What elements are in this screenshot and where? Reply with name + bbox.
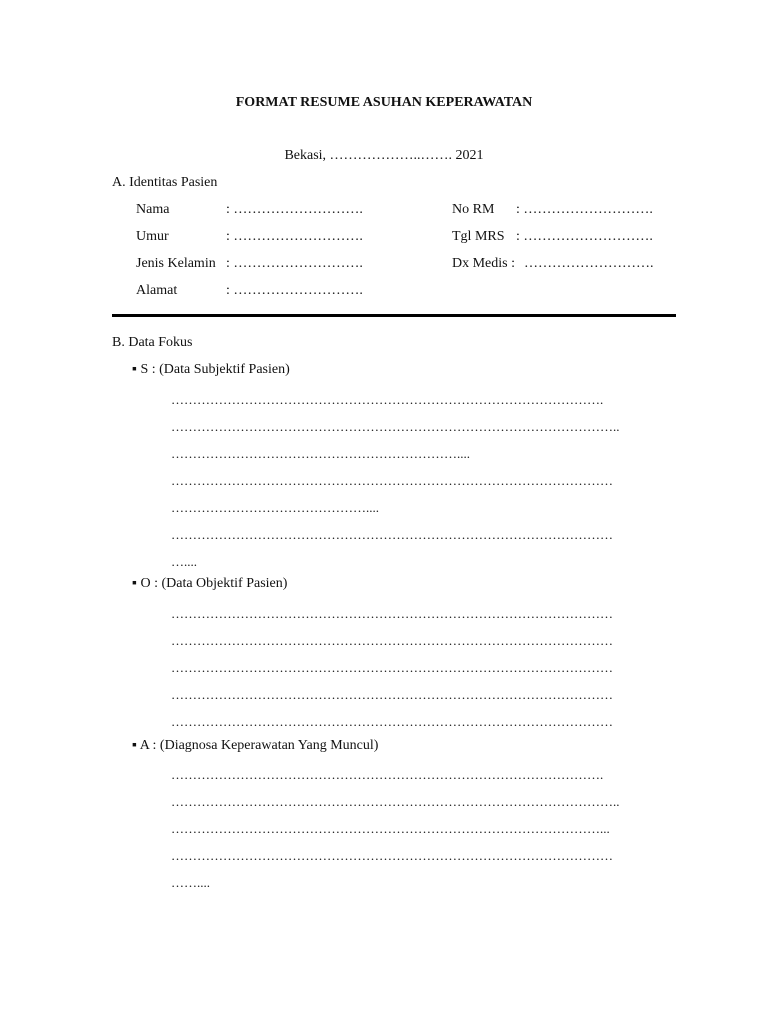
assessment-line: ………………………………………………………………………………………… — [171, 848, 613, 863]
objective-label: ▪ O : (Data Objektif Pasien) — [132, 576, 288, 591]
assessment-line: ………………………………………………………………………………………….. — [171, 794, 620, 809]
field-label-alamat: Alamat — [136, 283, 178, 298]
subjective-line: ………………………………………………………………………………………….. — [171, 419, 620, 434]
field-label-no-rm: No RM — [452, 202, 495, 217]
page-title: FORMAT RESUME ASUHAN KEPERAWATAN — [235, 95, 533, 110]
subjective-line: ………………………………………………………………………………………. — [171, 392, 604, 407]
subjective-line: ……………………………………….... — [171, 500, 379, 515]
field-label-umur: Umur — [136, 229, 169, 244]
section-a-heading: A. Identitas Pasien — [112, 175, 218, 190]
objective-line: ………………………………………………………………………………………… — [171, 633, 613, 648]
field-value-alamat: : ………………………. — [226, 283, 363, 298]
subjective-line: ………………………………………………………….... — [171, 446, 470, 461]
field-value-nama: : ………………………. — [226, 202, 363, 217]
subjective-line: ………………………………………………………………………………………… — [171, 473, 613, 488]
objective-line: ………………………………………………………………………………………… — [171, 606, 613, 621]
field-value-no-rm: : ………………………. — [516, 202, 653, 217]
field-label-tgl-mrs: Tgl MRS — [452, 229, 505, 244]
field-value-tgl-mrs: : ………………………. — [516, 229, 653, 244]
subjective-line: ………………………………………………………………………………………… — [171, 527, 613, 542]
section-divider — [112, 314, 676, 317]
objective-line: ………………………………………………………………………………………… — [171, 660, 613, 675]
field-value-jenis-kelamin: : ………………………. — [226, 256, 363, 271]
subjective-line: ….... — [171, 554, 197, 569]
objective-line: ………………………………………………………………………………………… — [171, 687, 613, 702]
assessment-line: ………………………………………………………………………………………. — [171, 767, 604, 782]
field-label-jenis-kelamin: Jenis Kelamin — [136, 256, 216, 271]
field-label-dx-medis: Dx Medis : — [452, 256, 515, 271]
assessment-line: …….... — [171, 875, 210, 890]
subjective-label: ▪ S : (Data Subjektif Pasien) — [132, 362, 290, 377]
section-b-heading: B. Data Fokus — [112, 335, 193, 350]
field-value-dx-medis: ………………………. — [524, 256, 654, 271]
field-label-nama: Nama — [136, 202, 170, 217]
assessment-line: ………………………………………………………………………………………... — [171, 821, 610, 836]
date-line: Bekasi, ………………..……. 2021 — [284, 148, 484, 163]
objective-line: ………………………………………………………………………………………… — [171, 714, 613, 729]
field-value-umur: : ………………………. — [226, 229, 363, 244]
assessment-label: ▪ A : (Diagnosa Keperawatan Yang Muncul) — [132, 738, 379, 753]
